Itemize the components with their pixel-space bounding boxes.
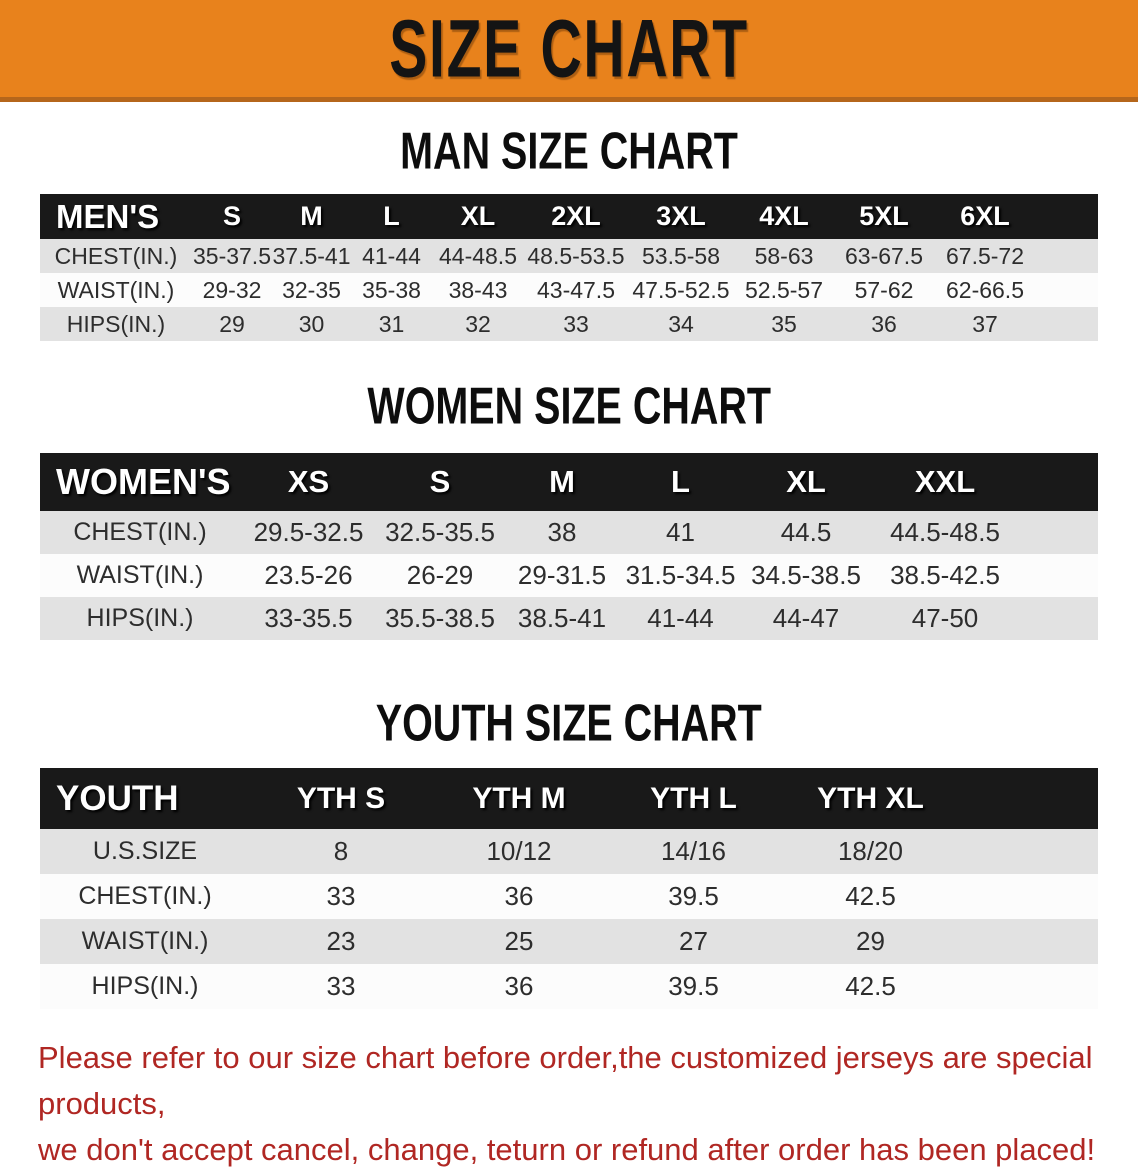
banner-title: SIZE CHART	[389, 2, 749, 95]
men-size-column-header: 5XL	[834, 194, 934, 239]
youth-size-column-header: YTH L	[606, 768, 781, 829]
women-row-filler-cell	[1018, 554, 1098, 597]
size-chart-banner	[0, 0, 1138, 102]
men-row-label: WAIST(IN.)	[57, 276, 175, 303]
men-value-cell: 37.5-41	[272, 242, 351, 269]
men-value-cell: 67.5-72	[945, 242, 1024, 269]
men-value-cell: 29	[219, 310, 245, 337]
men-value-cell: 35-38	[362, 276, 421, 303]
youth-value-cell: 36	[504, 971, 534, 1002]
men-value-cell: 30	[298, 310, 325, 337]
women-value-cell: 38	[547, 517, 577, 548]
women-value-cell: 29.5-32.5	[253, 517, 364, 548]
disclaimer-text	[0, 1035, 1138, 1173]
men-value-cell: 57-62	[854, 276, 914, 303]
men-size-column-header: 6XL	[934, 194, 1036, 239]
men-measurement-row	[40, 307, 1098, 341]
men-value-cell: 53.5-58	[641, 242, 720, 269]
men-size-column-header: S	[192, 194, 272, 239]
women-value-cell: 32.5-35.5	[385, 517, 495, 548]
youth-row-filler-cell	[960, 964, 1098, 1009]
youth-value-cell: 29	[856, 926, 885, 957]
youth-row-filler-cell	[960, 829, 1098, 874]
women-row-label: WAIST(IN.)	[76, 561, 204, 590]
youth-section-heading-text: YOUTH SIZE CHART	[375, 693, 763, 752]
youth-measurement-row	[40, 919, 1098, 964]
youth-value-cell: 8	[333, 836, 349, 867]
women-value-cell: 47-50	[911, 603, 979, 634]
youth-value-cell: 27	[679, 926, 708, 957]
men-value-cell: 35	[771, 310, 797, 337]
women-row-filler-cell	[1018, 511, 1098, 554]
men-size-table	[40, 194, 1098, 341]
youth-section-heading	[0, 693, 1138, 752]
men-value-cell: 32	[465, 310, 491, 337]
women-size-column-header: S	[377, 453, 503, 511]
men-value-cell: 32-35	[282, 276, 341, 303]
men-value-cell: 58-63	[754, 242, 814, 269]
men-section-heading-text: MAN SIZE CHART	[400, 121, 738, 180]
youth-measurement-row	[40, 829, 1098, 874]
women-value-cell: 44.5-48.5	[890, 517, 1000, 548]
youth-row-label: CHEST(IN.)	[78, 882, 212, 911]
youth-value-cell: 14/16	[660, 836, 727, 867]
men-section-heading	[0, 121, 1138, 180]
youth-size-column-header: YTH M	[432, 768, 606, 829]
women-size-column-header: L	[621, 453, 740, 511]
women-size-table	[40, 453, 1098, 640]
women-value-cell: 31.5-34.5	[625, 560, 736, 591]
youth-header-label: YOUTH	[40, 768, 250, 829]
youth-value-cell: 23	[326, 926, 356, 957]
youth-table-header-row	[40, 768, 1098, 829]
women-measurement-row	[40, 511, 1098, 554]
men-value-cell: 63-67.5	[844, 242, 923, 269]
men-measurement-row	[40, 239, 1098, 273]
men-size-column-header: XL	[432, 194, 524, 239]
youth-row-filler-cell	[960, 874, 1098, 919]
women-value-cell: 44.5	[780, 517, 832, 548]
youth-value-cell: 36	[504, 881, 534, 912]
men-size-column-header: 3XL	[628, 194, 734, 239]
men-row-filler-cell	[1036, 273, 1098, 307]
youth-size-table	[40, 768, 1098, 1009]
women-row-label: CHEST(IN.)	[73, 518, 207, 547]
men-row-filler-cell	[1036, 307, 1098, 341]
youth-measurement-row	[40, 964, 1098, 1009]
men-value-cell: 31	[378, 310, 405, 337]
men-value-cell: 44-48.5	[438, 242, 517, 269]
men-size-column-header: 4XL	[734, 194, 834, 239]
women-value-cell: 23.5-26	[264, 560, 353, 591]
men-row-filler-cell	[1036, 239, 1098, 273]
women-row-filler-cell	[1018, 597, 1098, 640]
youth-row-label: HIPS(IN.)	[91, 972, 199, 1001]
men-row-label: HIPS(IN.)	[66, 310, 166, 337]
youth-row-filler-cell	[960, 919, 1098, 964]
men-header-filler-cell	[1036, 194, 1098, 239]
women-size-column-header: XXL	[872, 453, 1018, 511]
women-value-cell: 29-31.5	[517, 560, 607, 591]
women-table-header-row	[40, 453, 1098, 511]
men-value-cell: 48.5-53.5	[527, 242, 625, 269]
women-value-cell: 34.5-38.5	[751, 560, 861, 591]
men-value-cell: 47.5-52.5	[632, 276, 730, 303]
youth-value-cell: 39.5	[668, 971, 719, 1002]
men-row-label: CHEST(IN.)	[54, 242, 178, 269]
women-value-cell: 33-35.5	[264, 603, 353, 634]
men-size-column-header: 2XL	[524, 194, 628, 239]
women-header-filler-cell	[1018, 453, 1098, 511]
men-value-cell: 34	[668, 310, 694, 337]
disclaimer-line-2: we don't accept cancel, change, teturn or refund after order has been placed!	[38, 1131, 1096, 1167]
youth-header-filler-cell	[960, 768, 1098, 829]
women-value-cell: 35.5-38.5	[385, 603, 495, 634]
youth-measurement-row	[40, 874, 1098, 919]
youth-value-cell: 18/20	[837, 836, 904, 867]
men-value-cell: 37	[972, 310, 998, 337]
women-measurement-row	[40, 554, 1098, 597]
women-value-cell: 41-44	[647, 603, 714, 634]
men-header-label: MEN'S	[40, 194, 192, 239]
men-size-column-header: M	[272, 194, 351, 239]
youth-value-cell: 10/12	[486, 836, 552, 867]
men-value-cell: 41-44	[362, 242, 421, 269]
women-size-column-header: XL	[740, 453, 872, 511]
men-value-cell: 62-66.5	[945, 276, 1024, 303]
youth-row-label: WAIST(IN.)	[81, 927, 209, 956]
women-size-column-header: M	[503, 453, 621, 511]
youth-value-cell: 39.5	[668, 881, 719, 912]
youth-size-column-header: YTH XL	[781, 768, 960, 829]
women-value-cell: 26-29	[406, 560, 474, 591]
women-size-column-header: XS	[240, 453, 377, 511]
men-value-cell: 33	[563, 310, 589, 337]
men-value-cell: 36	[871, 310, 897, 337]
youth-row-label: U.S.SIZE	[92, 837, 198, 866]
women-section-heading-text: WOMEN SIZE CHART	[367, 376, 771, 435]
men-value-cell: 38-43	[448, 276, 508, 303]
men-measurement-row	[40, 273, 1098, 307]
women-value-cell: 38.5-42.5	[890, 560, 1000, 591]
women-value-cell: 44-47	[772, 603, 840, 634]
women-row-label: HIPS(IN.)	[86, 604, 194, 633]
women-value-cell: 38.5-41	[517, 603, 607, 634]
women-value-cell: 41	[666, 517, 695, 548]
youth-size-column-header: YTH S	[250, 768, 432, 829]
women-measurement-row	[40, 597, 1098, 640]
men-size-column-header: L	[351, 194, 432, 239]
disclaimer-line-1: Please refer to our size chart before order,the customized jerseys are special products,	[38, 1040, 1093, 1122]
men-value-cell: 43-47.5	[536, 276, 615, 303]
youth-value-cell: 25	[504, 926, 534, 957]
men-value-cell: 35-37.5	[192, 242, 271, 269]
youth-value-cell: 33	[326, 881, 356, 912]
youth-value-cell: 42.5	[845, 881, 896, 912]
men-value-cell: 52.5-57	[744, 276, 823, 303]
women-header-label: WOMEN'S	[40, 453, 240, 511]
youth-value-cell: 33	[326, 971, 356, 1002]
men-value-cell: 29-32	[202, 276, 262, 303]
youth-value-cell: 42.5	[845, 971, 896, 1002]
men-table-header-row	[40, 194, 1098, 239]
women-section-heading	[0, 376, 1138, 435]
